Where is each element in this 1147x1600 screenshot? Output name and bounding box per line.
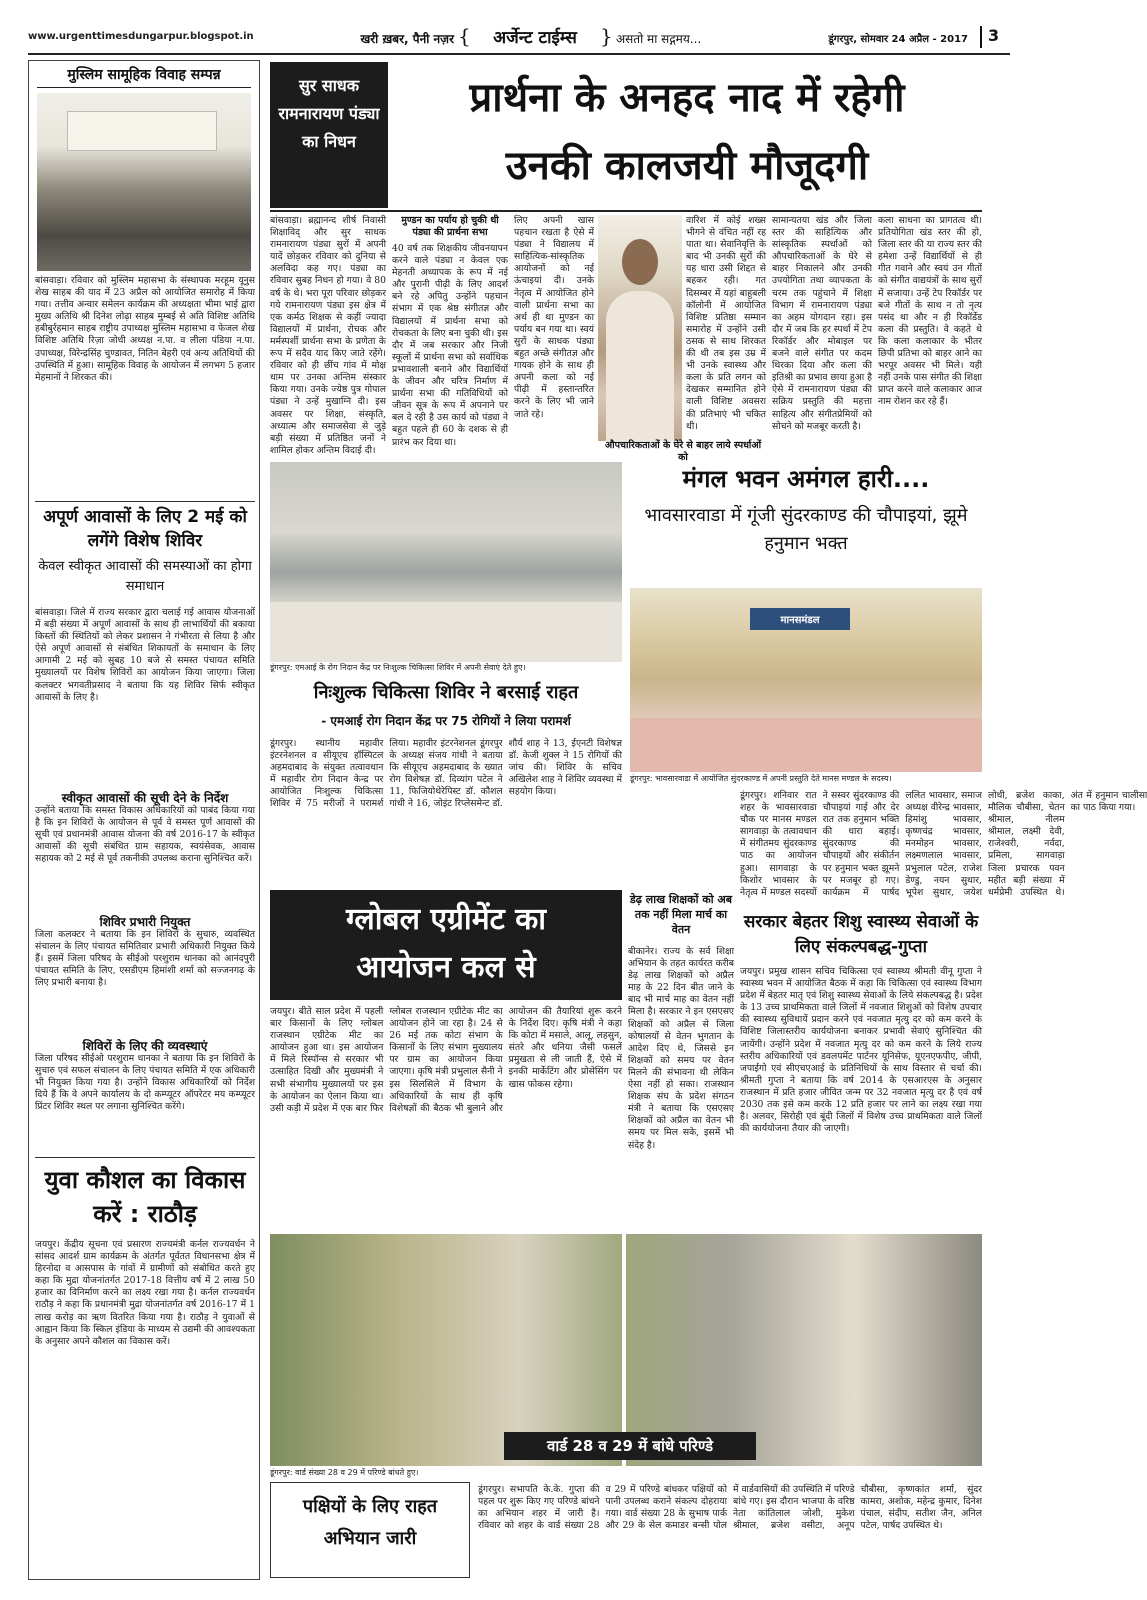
section-divider-1	[35, 501, 255, 502]
health-camp-subhead: - एमआई रोग निदान केंद्र पर 75 रोगियों ने लिया परामर्श	[321, 714, 571, 728]
masthead-slogan-left: खरी ख़बर, पैनी नज़र	[360, 32, 454, 46]
child-health-headline: सरकार बेहतर शिशु स्वास्थ्य सेवाओं के लिए संकल्पबद्ध-गुप्ता	[743, 912, 979, 957]
masthead-rule	[28, 53, 1010, 55]
health-camp-headline: निःशुल्क चिकित्सा शिविर ने बरसाई राहत	[313, 682, 579, 703]
portrait-body	[606, 291, 674, 441]
birds-banner-text: वार्ड 28 व 29 में बांधे परिण्डे	[546, 1437, 713, 1455]
awas-subhead-4: शिविरों के लिए की व्यवस्थाएं	[82, 1039, 208, 1053]
page-number: 3	[988, 26, 1000, 45]
lead-col-2-wrap	[392, 215, 508, 455]
agreement-headline-line1: ग्लोबल एग्रीमेंट का	[345, 902, 547, 937]
awas-headline: अपूर्ण आवासों के लिए 2 मई को लगेंगे विशेष शिविर	[43, 507, 247, 551]
lead-col-4: वारिश में कोई शख्स भीगने से वंचित नहीं रह पाता था। सेवानिवृत्ति के बाद भी उनकी सुरों की यह धारा उसी शिद्दत से बहकर रही। गत दिसम्बर में यहां बाहुबली कॉलोनी में आयोजित विशिष्ट प्रतिष्ठा सम्मान समारोह में उन्होंने उसी ठसक से साथ शिरकत की थी तब इस उम्र में भी उनके स्वास्थ्य और कला के प्रति लगन को देखकर सम्मानित होने वाली विशिष्ट अवसरा की प्रतिभाएं भी चकित थी।	[686, 215, 766, 432]
sunderkand-caption: डूंगरपुर: भावसारवाडा में आयोजित सुंदरकाण्ड में अपनी प्रस्तुति देते मानस मण्डल के सदस्य।	[630, 774, 892, 783]
left-column	[28, 60, 260, 1580]
masthead-brace-left: {	[458, 24, 471, 48]
health-camp-text: डूंगरपुर। स्थानीय महावीर इंटरनेशनल व सीयूएच हॉस्पिटल अहमदाबाद के संयुक्त तत्वावधान में महावीर रोग निदान केन्द्र पर आयोजित निःशुल्क चिकित्सा शिविर में 75 मरीजों ने परामर्श लिया। महावीर इंटरनेशनल डूंगरपुर के अध्यक्ष संजय गांधी ने बताया कि सीयूएच अहमदाबाद के ख्यात रोग विशेषज्ञ डॉ. दिव्यांग पटेल ने 11, फिजियोथेरेपिस्ट डॉ. कौशल गांधी ने 16, जोइंट रिप्लेसमेन्ट डॉ. शौर्य शाह ने 13, ईएनटी विशेषज्ञ डॉ. केजी शुक्ल ने 15 रोगियों की जांच की। शिविर के सचिव अखिलेश शाह ने शिविर व्यवस्था में सहयोग किया।	[270, 738, 622, 810]
masthead-url[interactable]: www.urgenttimesdungarpur.blogspot.in	[28, 31, 254, 42]
lead-subhead: मुण्डन का पर्याय हो चुकी थी पंड्या की प्रार्थना सभा	[401, 215, 499, 238]
lead-headline-line2: उनकी कालजयी मौजूदगी	[505, 143, 869, 189]
awas-subhead-3: शिविर प्रभारी नियुक्त	[99, 915, 191, 929]
section-divider-2	[35, 1157, 255, 1158]
awas-subhead-2: स्वीकृत आवासों की सूची देने के निर्देश	[61, 791, 229, 805]
pandya-portrait	[598, 215, 682, 441]
birds-text: डूंगरपुर। सभापति के.के. गुप्ता की पहल पर शुरू किए गए परिण्डे बांधने का अभियान शहर में जारी है। रविवार को शहर के वार्ड संख्या 28 व 29 में परिण्डे बांधकर पक्षियों को पानी उपलब्ध कराने संकल्प दोहराया गया। वार्ड संख्या 28 के सुभाष पार्क और 29 के सेल कमाडर बन्सी पोल में वार्डवासियों की उपस्थिति में परिण्डे बांधे गए। इस दौरान भाजपा के वरिष्ठ नेता कांतिलाल जोशी, मुकेश श्रीमाल, ब्रजेश वसीटा, अनूप चौबीसा, कृष्णकांत शर्मा, सुंदर कामरा, अशोक, महेन्द्र कुमार, दिनेश पंचाल, संदीप, सतीश जैन, अनिल पटेल, पार्षद उपस्थित थे।	[478, 1484, 982, 1532]
agreement-text: जयपुर। बीते साल प्रदेश में पहली बार किसानों के लिए ग्लोबल राजस्थान एग्रीटेक मीट का आयोजन हुआ था। इस आयोजन में मिले रिस्पॉन्स से सरकार भी उत्साहित दिखी और मुख्यमंत्री ने सभी संभागीय मुख्यालयों पर इस के आयोजन का ऐलान किया था। उसी कड़ी में प्रदेश में एक बार फिर ग्लोबल राजस्थान एग्रीटेक मीट का आयोजन होने जा रहा है। 24 से 26 मई तक कोटा संभाग के किसानों के लिए संभाग मुख्यालय पर ग्राम का आयोजन किया जाएगा। कृषि मंत्री प्रभुलाल सैनी ने इस सिलसिले में विभाग के अधिकारियों के साथ ही कृषि विशेषज्ञों की बैठक भी बुलाने और आयोजन की तैयारियां शुरू करने के निर्देश दिए। कृषि मंत्री ने कहा कि कोटा में मसाले, आलू, लहसुन, संतरे और धनिया जैसी फसलें प्रमुखता से ली जाती हैं, ऐसे में इनकी मार्केटिंग और प्रोसेसिंग पर खास फोकस रहेगा।	[270, 1006, 622, 1114]
awas-text-2: उन्होंने बताया कि समस्त विकास अधिकारियों को पाबंद किया गया है कि इन शिविरों के आयोजन से पूर्व वे समस्त पूर्ण आवासों की सूची एवं प्रधानमंत्री आवास योजना की वर्ष 2016-17 के स्वीकृत आवासों की सूची संबंधित ग्राम सहायक, स्वयंसेवक, आवास सहायक को 2 मई से पूर्व तकनीकी उपलब्ध कराना सुनिश्चित करें।	[35, 805, 255, 865]
teachers-headline: डेढ़ लाख शिक्षकों को अब तक नहीं मिला मार्च का वेतन	[629, 893, 733, 936]
masthead	[28, 24, 1010, 52]
lead-col-2: 40 वर्ष तक शिक्षकीय जीवनयापन करने वाले पंड्या न केवल एक मेहनती अध्यापक के रूप में नई और पुरानी पीढ़ी के लिए आदर्श बने रहे अपितु उन्होंने पहचान संभाग में एक श्रेष्ठ संगीतज्ञ और विद्यालयों में प्रार्थना सभा को रोचकता के लिए बना चुकी थी। इस दौर में जब सरकार और निजी स्कूलों में प्रार्थना सभा को सर्वाधिक प्रभावशाली बनाने और विद्यार्थियों के जीवन और चरित्र निर्माण में प्रार्थना सभा की गतिविधियों को जीवन सूत्र के रूप में अपनाने पर बल दे रही है उस कार्य को पंड्या ने बहुत पहले ही 60 के दशक से ही प्रारंभ कर दिया था।	[392, 243, 508, 448]
lead-col-3: लिए अपनी खास पहचान रखता है ऐसे में पंड्या ने विद्यालय में साहित्यिक-सांस्कृतिक आयोजनों को नई ऊंचाइयां दी। उनके नेतृत्व में आयोजित होने वाली प्रार्थना सभा का अर्थ ही था मुण्डन का पर्याय बन गया था। स्वयं सुरों के साधक पंड्या बहुत अच्छे संगीतज्ञ और गायक होने के साथ ही अपनी कला को नई पीढ़ी में हस्तान्तरित करने के लिए भी जाने जाते रहे।	[514, 215, 594, 420]
sunderkand-headline: मंगल भवन अमंगल हारी....	[682, 465, 930, 493]
birds-banner	[504, 1432, 756, 1460]
lead-col-5: सामान्यतया खंड और जिला स्तर की साहित्यिक और सांस्कृतिक स्पर्धाओं को औपचारिकताओं के घेरे से बाहर निकालने और उनकी उपयोगिता तथा व्यापकता के चरम तक पहुंचाने में शिक्षा विभाग में रामनारायण पंड्या का अहम योगदान रहा। इस दौर में जब कि हर स्पर्धा में टेप रिकॉर्डर और मोबाइल पर बजने वाले संगीत पर कदम थिरका दिया और कला की इतिश्री का प्रभाव छाया हुआ है ऐसे में रामनारायण पंड्या की सक्रिय प्रस्तुति की महत्ता साहित्य और संगीतप्रेमियों को सोचने को मजबूर करती है।	[772, 215, 872, 432]
masthead-slogan-right: असतो मा सद्गमय...	[616, 32, 702, 46]
agreement-headline-box	[270, 890, 622, 1000]
awas-text: बांसवाड़ा। जिले में राज्य सरकार द्वारा चलाई गई आवास योजनाओं में बड़ी संख्या में अपूर्ण आवासों के साथ ही लाभार्थियों की बकाया किस्तों की स्थितियों को लेकर प्रशासन ने गंभीरता से लिया है और ऐसे अपूर्ण आवासों से संबंधित शिकायतों के समाधान के लिए आगामी 2 मई को सुबह 10 बजे से समस्त पंचायत समिति मुख्यालयों पर विशेष शिविरों का आयोजन किया जाएगा। जिला कलक्टर भगवतीप्रसाद ने बताया कि यह शिविर सिर्फ स्वीकृत आवासों के लिए है।	[35, 607, 255, 703]
lead-kicker: सुर साधक रामनारायण पंड्या का निधन	[278, 76, 380, 151]
wedding-title-underline	[37, 87, 251, 88]
masthead-divider	[980, 26, 982, 48]
birds-caption: डूंगरपुर: वार्ड संख्या 28 व 29 में परिण्डे बांधते हुए।	[270, 1468, 419, 1477]
skill-text: जयपुर। केंद्रीय सूचना एवं प्रसारण राज्यमंत्री कर्नल राज्यवर्धन ने सांसद आदर्श ग्राम कार्यक्रम के अंतर्गत पूर्वतत विधानसभा क्षेत्र में हिरनोदा व आसपास के गांवों में ग्रामीणों को संबोधित करते हुए कहा कि मुद्रा योजनांतर्गत 2017-18 वित्तीय वर्ष में 2 लाख 50 हजार का विनिर्माण करने का लक्ष्य रखा गया है। कर्नल राज्यवर्धन राठौड़ ने कहा कि प्रधानमंत्री मुद्रा योजनांतर्गत वर्ष 2016-17 में 1 लाख करोड़ का ऋण वितरित किया गया है। राठौड़ ने युवाओं से आह्वान किया कि स्किल इंडिया के माध्यम से उद्यमी की आवश्यकता के अनुसार अपने कौशल का विकास करें।	[35, 1239, 255, 1347]
birds-photo	[270, 1234, 982, 1466]
awas-text-4: जिला परिषद सीईओ परशुराम धानका ने बताया कि इन शिविरों के सुचारु एवं सफल संचालन के लिए पंचायत समिति में एक अधिकारी भी नियुक्त किया गया है। उन्होंने विकास अधिकारियों को निर्देश दिये हैं कि वे अपने कार्यालय के दो कम्प्यूटर ऑपरेटर मय कम्प्यूटर प्रिंटर शिविर स्थल पर लगाना सुनिश्चित करेंगे।	[35, 1053, 255, 1113]
wedding-title: मुस्लिम सामूहिक विवाह सम्पन्न	[67, 67, 221, 83]
lead-rule	[270, 210, 982, 212]
lead-col-4-subhead: औपचारिकताओं के घेरे से बाहर लाये स्पर्धाओं को	[604, 440, 762, 463]
awas-text-3: जिला कलक्टर ने बताया कि इन शिविरों के सुचारु, व्यवस्थित संचालन के लिए पंचायत समितिवार प्रभारी अधिकारी नियुक्त किये हैं। इसमें जिला परिषद के सीईओ परशुराम धानका को आनंदपुरी पंचायत समिति के लिए, एसडीएम हिमांशी शर्मा को सज्जनगढ़ के लिए प्रभारी बनाया है।	[35, 929, 255, 989]
teachers-text: बीकानेर। राज्य के सर्व शिक्षा अभियान के तहत कार्यरत करीब डेढ़ लाख शिक्षकों को अप्रैल माह के 22 दिन बीत जाने के बाद भी मार्च माह का वेतन नहीं मिला है। सरकार ने इन एसएसए शिक्षकों को अप्रैल से जिला कोषालयों से वेतन भुगतान के आदेश दिए थे, जिससे इन शिक्षकों को समय पर वेतन मिलने की संभावना थी लेकिन ऐसा नहीं हो सका। राजस्थान शिक्षक संघ के प्रदेश संगठन मंत्री ने बताया कि एसएसए शिक्षकों को अप्रैल का वेतन भी समय पर मिल सके, इसमें भी संदेह है।	[628, 946, 734, 1151]
wedding-text: बांसवाड़ा। रविवार को मुस्लिम महासभा के संस्थापक मरहूम यूनुस शेख साहब की याद में 23 अप्रैल को आयोजित समारोह में किया गया। तत्तीव अन्वार समेलन कार्यक्रम की अध्यक्षता भीमा भाई द्वारा मुख्य अतिथि श्री दिनेश लोढ़ा साहब मुम्बई से अति विशिष्ट अतिथि हबीबुर्रहमान साहब राष्ट्रीय उपाध्यक्ष मुस्लिम महासभा व फेजल शेख विशिष्ट अतिथि रिज़ा जोधी अध्यक्ष न.पा. व लीला पंडिया न.पा. उपाध्यक्ष, विरेन्द्रसिंह चुण्डावत, नितिन बेहरी एवं अन्य अतिथियों की उपस्थिति में हुआ। सामूहिक विवाह के आयोजन में लगभग 5 हजार मेहमानों ने शिरकत की।	[35, 275, 255, 383]
lead-col-6: कला साधना का प्रागतत्व थी। प्रतियोगिता खंड स्तर की हो, जिला स्तर की या राज्य स्तर की हमेशा उन्हें विद्यार्थियों से ही गीत गवाने और स्वयं उन गीतों को संगीत वाद्ययंत्रों के साथ सुरों में सजाया। उन्हें टेप रिकॉर्डर पर बजे गीतों के साथ न तो नृत्य पसंद था और न ही रिकॉर्डेड कला की प्रस्तुति। वे कहते थे कि कला कलाकार के भीतर छिपी प्रतिभा को बाहर आने का भरपूर अवसर भी मिले। यही नहीं उनके पास संगीत की शिक्षा प्राप्त करने वाले कलाकार आज नाम रोशन कर रहे हैं।	[878, 215, 982, 408]
lead-headline-box	[392, 62, 982, 208]
wedding-photo	[37, 93, 251, 271]
portrait-face	[622, 239, 658, 285]
birds-headline: पक्षियों के लिए राहत अभियान जारी	[302, 1496, 438, 1549]
lead-headline-line1: प्रार्थना के अनहद नाद में रहेगी	[469, 75, 905, 121]
sunderkand-banner-text: मानसमंडल	[780, 615, 820, 626]
lead-col-1: बांसवाड़ा। ब्रह्मानन्द शीर्ष निवासी शिक्षाविद् और सुर साधक रामनारायण पंड्या सुरों में अपनी यादें छोड़कर रविवार को दुनिया से अलविदा कह गए। पंड्या का रविवार सुबह निधन हो गया। वे 80 वर्ष के थे। भरा पूरा परिवार छोड़कर गये रामनारायण पंड्या इस क्षेत्र में एक कर्मठ शिक्षक से कहीं ज्यादा विद्यालयों में प्रार्थना, रोचक और मर्मस्पर्शी प्रार्थना सभा के प्रणेता के रूप में सदैव याद किए जाते रहेंगे। रविवार को ही छींच गांव में मोक्ष धाम पर उनका अन्तिम संस्कार किया गया। उनके ज्येष्ठ पुत्र गोपाल पंड्या ने उन्हें मुखाग्नि दी। इस अवसर पर शिक्षा, संस्कृति, अध्यात्म और समाजसेवा से जुड़े बड़ी संख्या में प्रतिष्ठित जनों ने शामिल होकर अन्तिम विदाई दी।	[270, 215, 386, 456]
masthead-paper-name: अर्जेन्ट टाईम्स	[493, 28, 577, 48]
sunderkand-banner	[750, 608, 850, 630]
health-camp-photo	[270, 462, 622, 662]
skill-headline: युवा कौशल का विकास करें : राठौड़	[44, 1166, 246, 1228]
health-camp-caption: डूंगरपुर: एमआई के रोग निदान केंद्र पर निःशुल्क चिकित्सा शिविर में अपनी सेवाएं देते हुए।	[270, 663, 526, 672]
sunderkand-subhead: भावसारवाडा में गूंजी सुंदरकाण्ड की चौपाइयां, झूमे हनुमान भक्त	[644, 505, 968, 554]
child-health-text: जयपुर। प्रमुख शासन सचिव चिकित्सा एवं स्वास्थ्य श्रीमती वीनू गुप्ता ने स्वास्थ्य भवन में आयोजित बैठक में कहा कि चिकित्सा एवं स्वास्थ्य विभाग प्रदेश में बेहतर मातृ एवं शिशु स्वास्थ्य सेवाओं के लिये संकल्पबद्ध है। प्रदेश के 13 उच्च प्राथमिकता वाले जिलों में नवजात शिशुओं को विशेष उपचार की स्वास्थ्य सुविधायें प्रदान करने एवं नवजात मृत्यु दर को कम करने के विशिष्ट जिलास्तरीय कार्ययोजना बनाकर प्रभावी सेवाएं सुनिश्चित की जायेंगी। उन्होंने प्रदेश में नवजात मृत्यु दर को कम करने के लिये राज्य स्तरीय अधिकारियों एवं डवलपमेंट पार्टनर यूनिसेफ, यूएनएफपीए, जीपी, जपाईगो एवं सीएचएआई के प्रतिनिधियों के साथ विस्तार से चर्चा की। श्रीमती गुप्ता ने बताया कि वर्ष 2014 के एसआरएस के अनुसार राजस्थान में प्रति हजार जीवित जन्म पर 32 नवजात मृत्यु दर है एवं वर्ष 2030 तक इसे कम करके 12 प्रति हजार पर लाने का लक्ष्य रखा गया है। अलवर, सिरोही एवं बूंदी जिलों में विशेष उच्च प्राथमिकता वाले जिलों की कार्ययोजना तैयार की जाएगी।	[740, 966, 982, 1135]
agreement-headline-line2: आयोजन कल से	[356, 950, 536, 985]
health-camp-table	[270, 602, 622, 662]
masthead-dateline: डूंगरपुर, सोमवार 24 अप्रैल - 2017	[828, 34, 968, 45]
sunderkand-photo	[630, 588, 982, 772]
masthead-brace-right: }	[600, 24, 613, 48]
awas-subhead: केवल स्वीकृत आवासों की समस्याओं का होगा समाधान	[38, 559, 252, 594]
sunderkand-text: डूंगरपुर। शनिवार रात शहर के भावसारवाडा चौक पर मानस मण्डल सागवाड़ा के तत्वावधान में संगीतमय सुंदरकाण्ड पाठ का आयोजन हुआ। सागवाड़ा के किशोर भावसार के नेतृत्व में मण्डल सदस्यों ने सस्वर सुंदरकाण्ड की चौपाइयां गाई और देर रात तक हनुमान भक्ति की धारा बहाई। सुंदरकाण्ड की चौपाइयों और संकीर्तन पर हनुमान भक्त झूमने पर मजबूर हो गए। कार्यक्रम में पार्षद ललित भावसार, समाज अध्यक्ष वीरेन्द्र भावसार, हिमांशु भावसार, कृष्णचंद्र भावसार, मनमोहन भावसार, लक्ष्मणलाल भावसार, प्रभुलाल पटेल, राजेश डेण्डु, नयन सुथार, भूपेश सुथार, जयेश लोधी, ब्रजेश काका, मौलिक चौबीसा, चेतन श्रीमाल, नीलम श्रीमाल, लक्ष्मी देवी, राजेश्वरी, नर्वदा, प्रमिला, सागवाड़ा जिला प्रचारक पवन महीत बड़ी संख्या में धर्मप्रेमी उपस्थित थे। अंत में हनुमान चालीसा का पाठ किया गया।	[740, 790, 1147, 898]
lead-kicker-box	[270, 62, 388, 208]
sunderkand-stage	[630, 718, 982, 772]
birds-headline-box	[270, 1482, 470, 1578]
wedding-photo-banner	[67, 111, 217, 151]
